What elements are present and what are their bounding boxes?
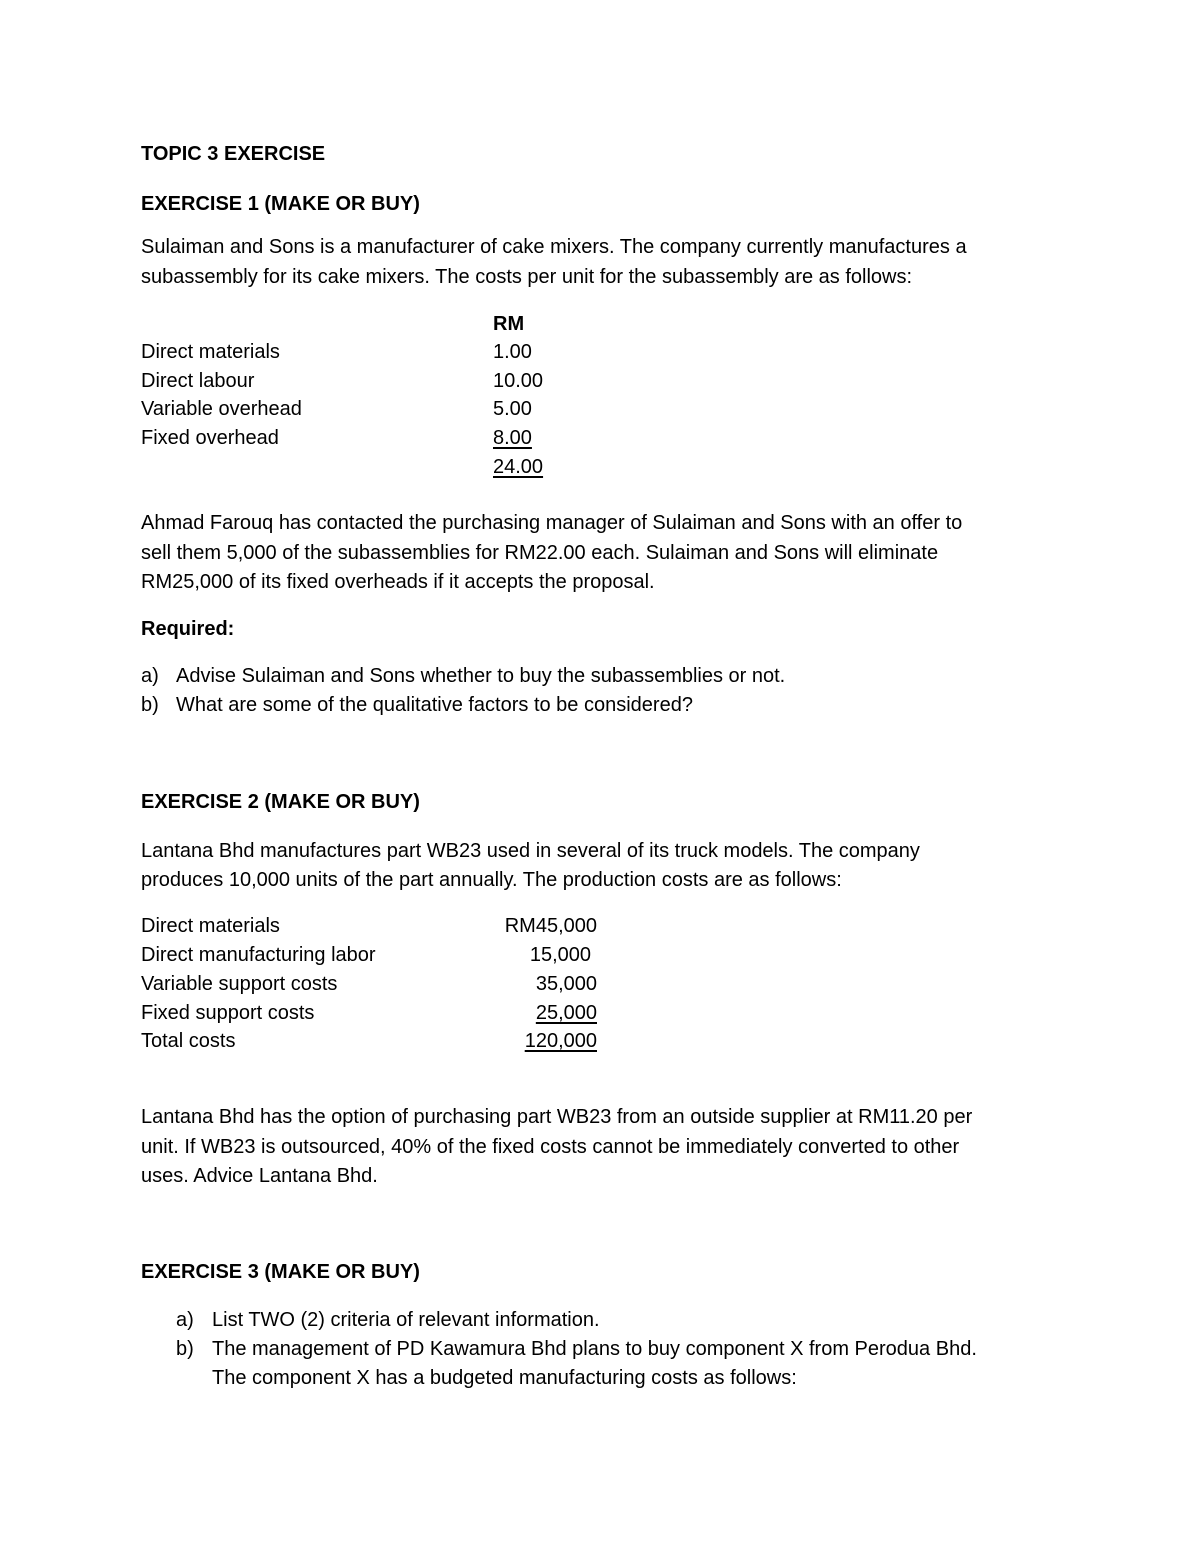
exercise-1-offer-line: sell them 5,000 of the subassemblies for RM22.00 each. Sulaiman and Sons will eliminate bbox=[141, 542, 939, 564]
cost-row-label: Direct manufacturing labor bbox=[141, 944, 376, 966]
currency-header: RM bbox=[493, 313, 525, 335]
cost-row-value: 10.00 bbox=[493, 370, 544, 392]
required-label: Required: bbox=[141, 618, 235, 640]
cost-total-value: 24.00 bbox=[493, 456, 544, 478]
cost-row-label: Fixed support costs bbox=[141, 1002, 315, 1024]
exercise-1-intro-line: Sulaiman and Sons is a manufacturer of cake mixers. The company currently manufactures a bbox=[141, 236, 967, 258]
exercise-2-closing-line: Lantana Bhd has the option of purchasing part WB23 from an outside supplier at RM11.20 per bbox=[141, 1106, 973, 1128]
exercise-2-intro-line: produces 10,000 units of the part annually. The production costs are as follows: bbox=[141, 869, 842, 891]
list-marker: a) bbox=[176, 1309, 194, 1331]
question-marker: b) bbox=[141, 694, 159, 716]
list-item-text: The management of PD Kawamura Bhd plans to buy component X from Perodua Bhd. bbox=[212, 1338, 977, 1360]
list-marker: b) bbox=[176, 1338, 194, 1360]
cost-row-value: 5.00 bbox=[493, 398, 532, 420]
exercise-2-intro-line: Lantana Bhd manufactures part WB23 used in several of its truck models. The company bbox=[141, 840, 920, 862]
cost-row-value bbox=[470, 1001, 597, 1025]
cost-total-value bbox=[470, 1029, 597, 1053]
list-item-text: List TWO (2) criteria of relevant information. bbox=[212, 1309, 600, 1331]
cost-row-label: Variable overhead bbox=[141, 398, 302, 420]
exercise-1-offer-line: Ahmad Farouq has contacted the purchasing manager of Sulaiman and Sons with an offer to bbox=[141, 512, 963, 534]
exercise-1-intro-line: subassembly for its cake mixers. The costs per unit for the subassembly are as follows: bbox=[141, 266, 913, 288]
cost-row-value: 8.00 bbox=[493, 427, 532, 449]
cost-row-label: Direct materials bbox=[141, 915, 280, 937]
exercise-2-closing-line: unit. If WB23 is outsourced, 40% of the fixed costs cannot be immediately converted to other bbox=[141, 1136, 960, 1158]
cost-row-label: Total costs bbox=[141, 1030, 236, 1052]
exercise-2-closing-line: uses. Advice Lantana Bhd. bbox=[141, 1165, 378, 1187]
exercise-1-heading: EXERCISE 1 (MAKE OR BUY) bbox=[141, 193, 420, 215]
cost-row-label: Direct labour bbox=[141, 370, 255, 392]
cost-row-label: Fixed overhead bbox=[141, 427, 279, 449]
list-item-text: The component X has a budgeted manufacturing costs as follows: bbox=[212, 1367, 797, 1389]
question-marker: a) bbox=[141, 665, 159, 687]
question-text: Advise Sulaiman and Sons whether to buy the subassemblies or not. bbox=[176, 665, 786, 687]
cost-row-label: Direct materials bbox=[141, 341, 280, 363]
cost-row-value: 15,000 bbox=[529, 944, 591, 966]
cost-row-value: 1.00 bbox=[493, 341, 532, 363]
page-title: TOPIC 3 EXERCISE bbox=[141, 143, 326, 165]
exercise-3-heading: EXERCISE 3 (MAKE OR BUY) bbox=[141, 1261, 420, 1283]
cost-row-value: 35,000 bbox=[535, 973, 597, 995]
cost-row-value-text: 25,000 bbox=[535, 1002, 597, 1024]
exercise-2-heading: EXERCISE 2 (MAKE OR BUY) bbox=[141, 791, 420, 813]
cost-total-value-text: 120,000 bbox=[524, 1030, 597, 1052]
cost-row-label: Variable support costs bbox=[141, 973, 338, 995]
exercise-1-offer-line: RM25,000 of its fixed overheads if it accepts the proposal. bbox=[141, 571, 655, 593]
question-text: What are some of the qualitative factors to be considered? bbox=[176, 694, 693, 716]
cost-row-value: RM45,000 bbox=[504, 915, 597, 937]
